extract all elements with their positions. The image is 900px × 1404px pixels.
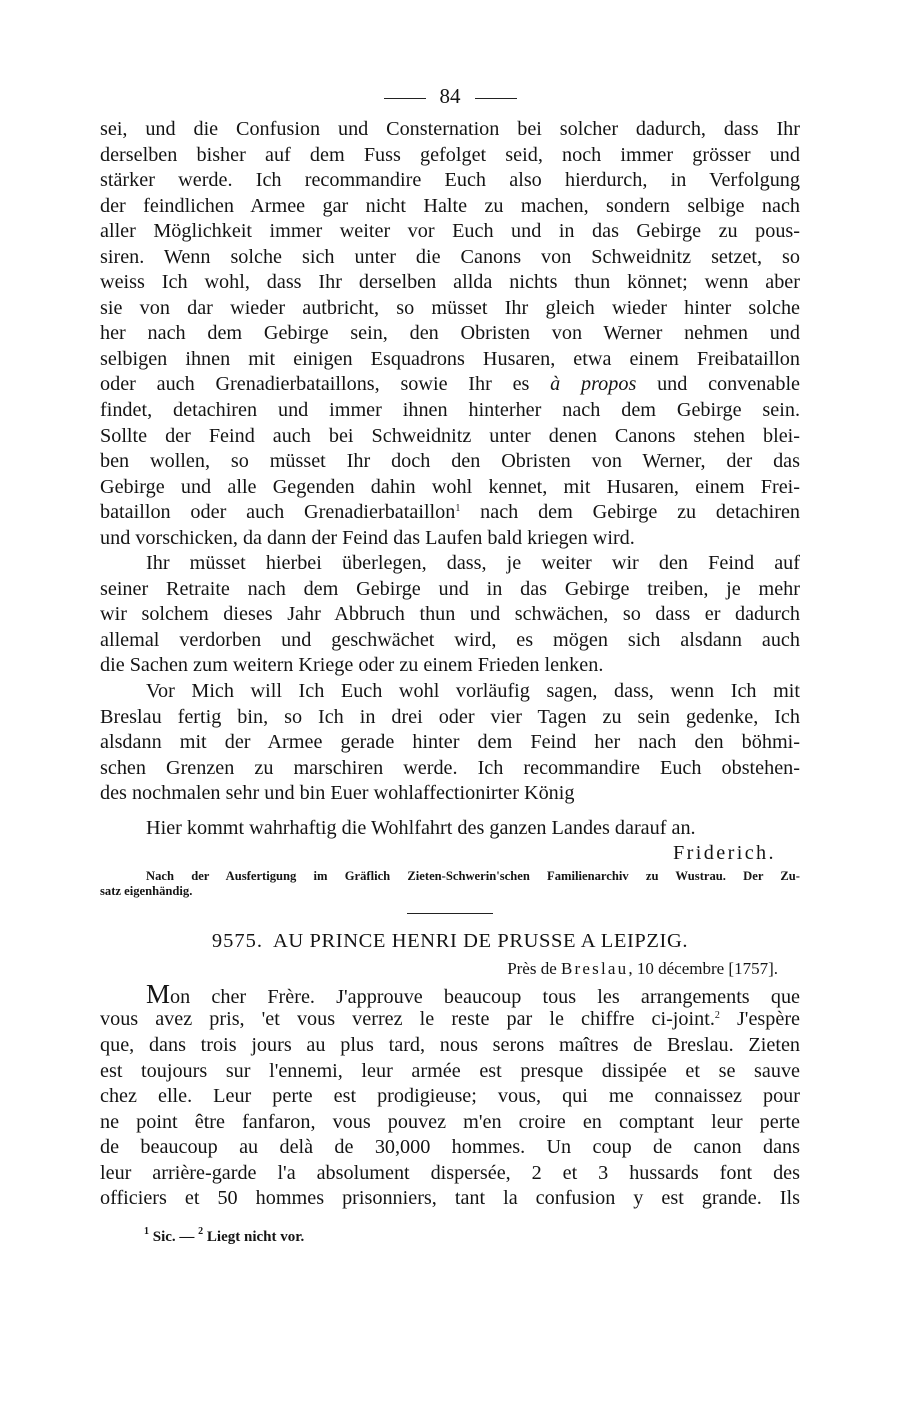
text-line: her nach dem Gebirge sein, den Obristen von Werner nehmen und [100, 322, 800, 345]
text-line: sie von dar wieder autbricht, so müsset Ihr gleich wieder hinter solche [100, 296, 800, 319]
section-divider [407, 913, 493, 914]
text-line-footnote-ref [100, 1007, 800, 1033]
text-line: und vorschicken, da dann der Feind das Laufen bald kriegen wird. [100, 526, 635, 549]
text-line: Breslau fertig bin, so Ich in drei oder vier Tagen zu sein gedenke, Ich [100, 705, 800, 728]
text-segment: on cher Frère. J'approuve beaucoup tous les arrangements que [170, 985, 800, 1008]
text-line: wir solchem dieses Jahr Abbruch thun und schwächen, so dass er dadurch [100, 603, 800, 626]
postscript: Hier kommt wahrhaftig die Wohlfahrt des ganzen Landes darauf an. [146, 816, 696, 839]
text-line: chez elle. Leur perte est prodigieuse; vous, qui me connaissez pour [100, 1085, 800, 1108]
text-line: der feindlichen Armee gar nicht Halte zu machen, sondern selbige nach [100, 194, 800, 217]
signature: Friderich. [672, 842, 776, 865]
text-line: Vor Mich will Ich Euch wohl vorläufig sagen, dass, wenn Ich mit [146, 680, 800, 703]
text-line: die Sachen zum weitern Kriege oder zu einem Frieden lenken. [100, 654, 604, 677]
text-line: que, dans trois jours au plus tard, nous serons maîtres de Breslau. Zieten [100, 1033, 800, 1056]
text-line: ne point être fanfaron, vous pouvez m'en croire en comptant leur perte [100, 1110, 800, 1133]
text-line: schen Grenzen zu marschiren werde. Ich recommandire Euch obstehen- [100, 756, 800, 779]
text-segment: J'espère [719, 1008, 800, 1031]
letter-heading [100, 926, 800, 956]
dateline-text: Près de [507, 958, 562, 978]
text-segment: bataillon oder auch Grenadierbataillon [100, 501, 456, 524]
italic-term: à propos [550, 373, 637, 396]
paragraph-1 [100, 117, 800, 551]
page-number [100, 82, 800, 110]
page-number-dash-left [384, 98, 426, 99]
text-line: seiner Retraite nach dem Gebirge und in das Gebirge treiben, je mehr [100, 577, 800, 600]
paragraph-2 [100, 551, 800, 679]
text-line: est toujours sur l'ennemi, leur armée est presque dissipée et se sauve [100, 1059, 800, 1082]
source-note-line: Nach der Ausfertigung im Gräflich Zieten-Schwerin'schen Familienarchiv zu Wustrau. Der Zu- [146, 868, 800, 883]
text-line-first [100, 978, 800, 1009]
text-line: derselben bisher auf dem Fuss gefolget seid, noch immer grösser und [100, 143, 800, 166]
letter-title: AU PRINCE HENRI DE PRUSSE A LEIPZIG. [273, 929, 689, 952]
text-line: ben wollen, so müsset Ihr doch den Obristen von Werner, der das [100, 450, 800, 473]
text-line-footnote-ref [100, 500, 800, 526]
text-line: Sollte der Feind auch bei Schweidnitz unter denen Canons stehen blei- [100, 424, 800, 447]
initial-letter: M [146, 978, 171, 1009]
footnote-marker: 2 [714, 1010, 720, 1022]
text-line: allemal verdorben und geschwächet wird, es mögen sich alsdann auch [100, 628, 800, 651]
footnote-text: Liegt nicht vor. [203, 1228, 305, 1245]
paragraph-3 [100, 679, 800, 807]
footnote-marker: 1 [455, 503, 461, 515]
text-line: sei, und die Confusion und Consternation bei solcher dadurch, dass Ihr [100, 118, 800, 140]
dateline-date: , 10 décembre [1757]. [628, 958, 778, 978]
text-line: findet, detachiren und immer ihnen hinterher nach dem Gebirge sein. [100, 399, 800, 422]
text-line: aller Möglichkeit immer weiter vor Euch und in das Gebirge zu pous- [100, 220, 800, 243]
dateline-place: Breslau [561, 958, 629, 978]
dateline [100, 956, 800, 982]
letter-body [100, 978, 800, 1212]
footnote-marker: 2 [198, 1225, 204, 1237]
text-segment: und convenable [636, 373, 801, 396]
text-line: leur arrière-garde l'a absolument dispersée, 2 et 3 hussards font des [100, 1161, 800, 1184]
text-line: weiss Ich wohl, dass Ihr derselben allda nichts thun könnet; wenn aber [100, 271, 800, 294]
book-page [100, 82, 800, 1248]
text-line-apropos [100, 372, 800, 398]
text-line: officiers et 50 hommes prisonniers, tant la confusion y est grande. Ils [100, 1187, 800, 1210]
text-line: stärker werde. Ich recommandire Euch also hierdurch, in Verfolgung [100, 169, 800, 192]
text-line: des nochmalen sehr und bin Euer wohlaffectionirter König [100, 782, 575, 805]
page-number-text: 84 [439, 84, 461, 108]
footnote-marker: 1 [144, 1225, 149, 1237]
text-line: de beaucoup au delà de 30,000 hommes. Un coup de canon dans [100, 1136, 800, 1159]
text-segment: nach dem Gebirge zu detachiren [460, 501, 800, 524]
source-note [100, 869, 800, 899]
source-note-line: satz eigenhändig. [100, 883, 193, 898]
text-segment: vous avez pris, 'et vous verrez le reste par le chiffre ci-joint. [100, 1008, 715, 1031]
letter-number: 9575. [211, 929, 263, 952]
footnotes [100, 1226, 800, 1248]
page-number-dash-right [475, 98, 517, 99]
footnote-text: Sic. — [149, 1228, 199, 1245]
text-line: Gebirge und alle Gegenden dahin wohl kennet, mit Husaren, einem Frei- [100, 475, 800, 498]
text-line: Ihr müsset hierbei überlegen, dass, je weiter wir den Feind auf [146, 552, 800, 575]
text-segment: oder auch Grenadierbataillons, sowie Ihr es [100, 373, 551, 396]
text-line: selbigen ihnen mit einigen Esquadrons Husaren, etwa einem Freibataillon [100, 347, 800, 370]
text-line: siren. Wenn solche sich unter die Canons von Schweidnitz setzet, so [100, 245, 800, 268]
text-line: alsdann mit der Armee gerade hinter dem Feind her nach den böhmi- [100, 731, 800, 754]
